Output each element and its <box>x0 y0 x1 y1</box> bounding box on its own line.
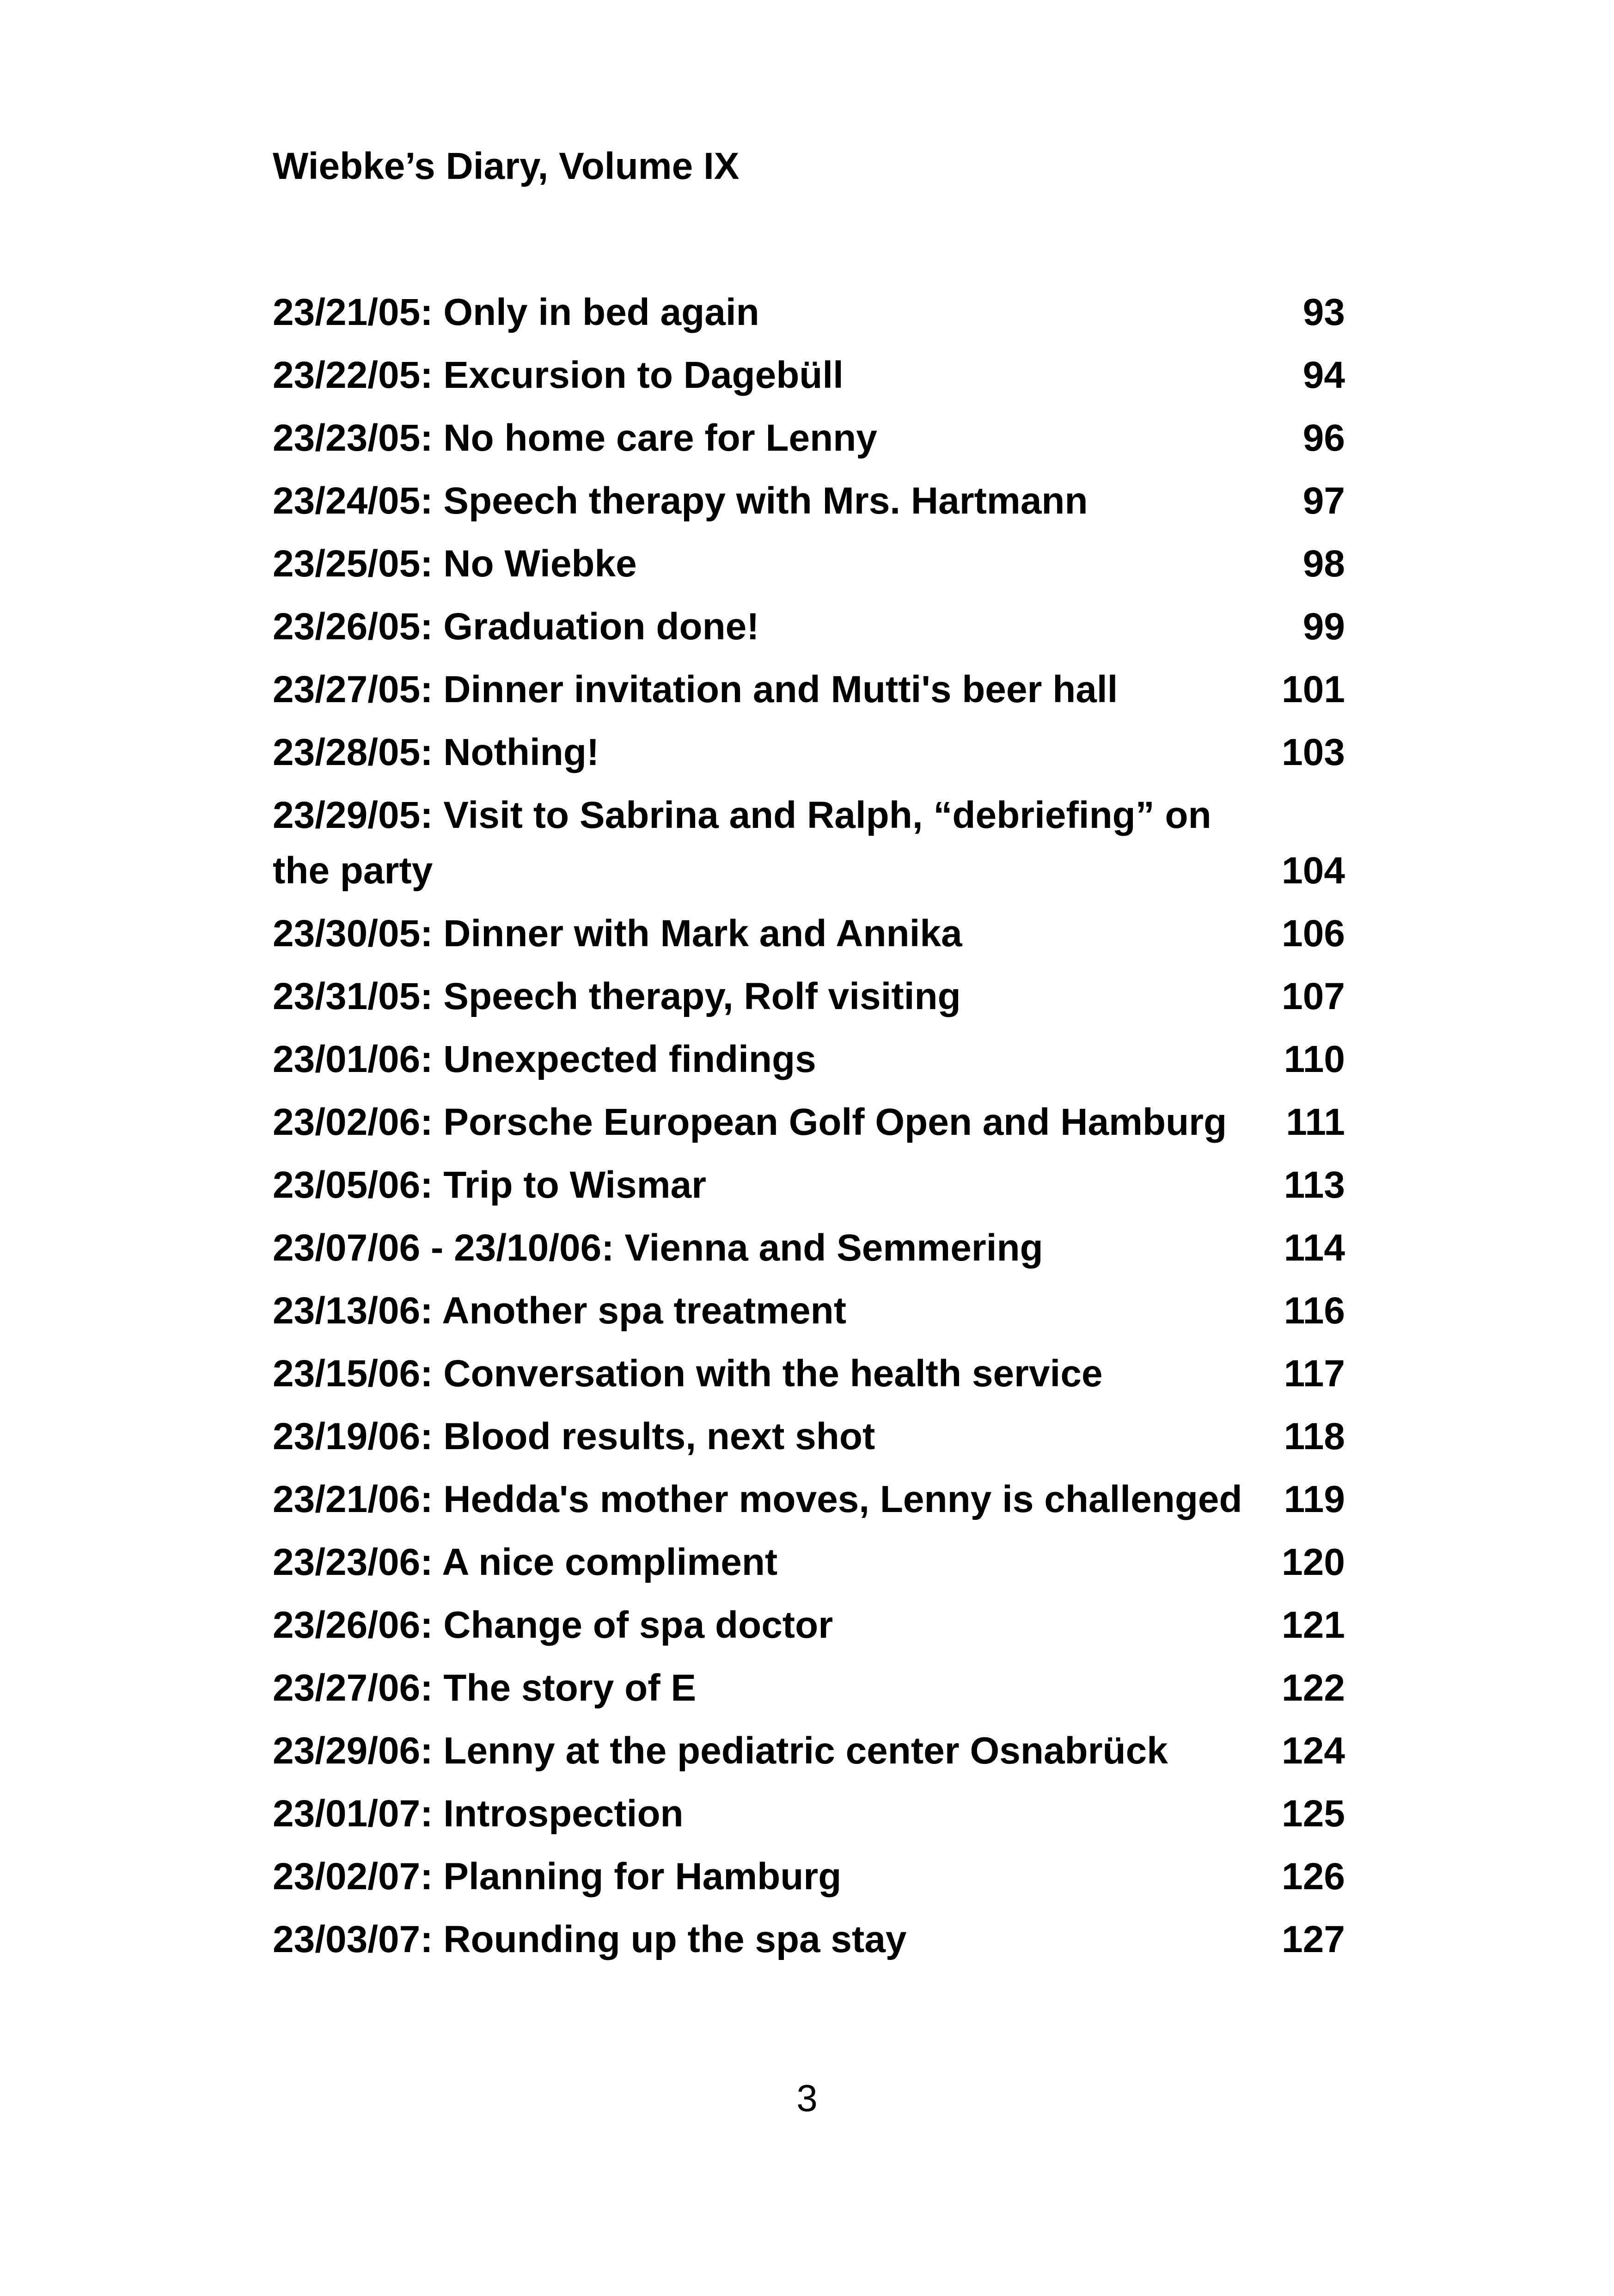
toc-entry-title: 23/01/07: Introspection <box>273 1793 684 1835</box>
toc-entry-page: 125 <box>1282 1793 1345 1835</box>
toc-entry-page: 116 <box>1284 1290 1345 1332</box>
toc-entry <box>273 1024 1345 1087</box>
toc-entry-page: 96 <box>1302 417 1345 459</box>
toc-entry <box>273 466 1345 529</box>
toc-entry-page: 122 <box>1282 1667 1345 1709</box>
toc-entry <box>273 1276 1345 1339</box>
toc-entry <box>273 529 1345 592</box>
toc-entry-title: 23/28/05: Nothing! <box>273 731 599 773</box>
toc-entry <box>273 1527 1345 1590</box>
toc-entry-title: 23/24/05: Speech therapy with Mrs. Hartmann <box>273 480 1088 522</box>
toc-entry-page: 117 <box>1284 1353 1345 1395</box>
toc-entry-title: 23/02/07: Planning for Hamburg <box>273 1855 842 1898</box>
toc-entry-page: 106 <box>1282 912 1345 955</box>
toc-entry-title: 23/30/05: Dinner with Mark and Annika <box>273 912 962 955</box>
toc-entry-title: 23/21/06: Hedda's mother moves, Lenny is challenged <box>273 1478 1242 1520</box>
toc-entry-page: 127 <box>1282 1918 1345 1960</box>
toc-entry <box>273 961 1345 1024</box>
toc-entry <box>273 1842 1345 1904</box>
toc-entry-title: 23/25/05: No Wiebke <box>273 543 637 585</box>
toc-entry-title: 23/22/05: Excursion to Dagebüll <box>273 354 844 396</box>
toc-entry-page: 110 <box>1284 1038 1345 1080</box>
toc-entry-title: 23/07/06 - 23/10/06: Vienna and Semmering <box>273 1227 1043 1269</box>
toc-entry-page: 119 <box>1284 1478 1345 1520</box>
page-number: 3 <box>796 2077 818 2119</box>
toc-entry-page: 126 <box>1282 1855 1345 1898</box>
toc-entry-title: 23/02/06: Porsche European Golf Open and Hamburg <box>273 1101 1227 1143</box>
toc-entry-page: 118 <box>1284 1415 1345 1457</box>
toc-entry <box>273 1402 1345 1464</box>
toc-entry-title: 23/19/06: Blood results, next shot <box>273 1415 875 1457</box>
toc-entry-page: 99 <box>1302 606 1345 648</box>
toc-entry <box>273 592 1345 655</box>
toc-entry-title: 23/29/06: Lenny at the pediatric center Osnabrück <box>273 1730 1168 1772</box>
toc-entry-page: 101 <box>1282 668 1345 710</box>
page-title: Wiebke’s Diary, Volume IX <box>273 145 740 187</box>
toc-entry-page: 93 <box>1302 291 1345 333</box>
toc-entry <box>273 1339 1345 1402</box>
toc-entry-title: 23/15/06: Conversation with the health service <box>273 1353 1103 1395</box>
toc-entry-title: 23/27/05: Dinner invitation and Mutti's beer hall <box>273 668 1118 710</box>
toc-entry-page: 113 <box>1284 1164 1345 1206</box>
toc-entry <box>273 1087 1345 1150</box>
toc-entry-page: 124 <box>1282 1730 1345 1772</box>
toc-entry <box>273 1590 1345 1653</box>
toc-entry <box>273 340 1345 403</box>
toc-entry <box>273 403 1345 466</box>
toc-entry-page: 107 <box>1282 975 1345 1017</box>
toc-entry-title: 23/26/06: Change of spa doctor <box>273 1604 833 1646</box>
toc-entry-title: 23/23/05: No home care for Lenny <box>273 417 877 459</box>
table-of-contents <box>273 277 1345 1967</box>
toc-entry <box>273 1213 1345 1276</box>
toc-entry-title: 23/31/05: Speech therapy, Rolf visiting <box>273 975 961 1017</box>
toc-entry-page: 114 <box>1284 1227 1345 1269</box>
toc-entry-title: 23/21/05: Only in bed again <box>273 291 759 333</box>
toc-entry <box>273 1653 1345 1716</box>
toc-entry-page: 94 <box>1302 354 1345 396</box>
toc-entry <box>273 780 1345 899</box>
toc-entry-page: 121 <box>1282 1604 1345 1646</box>
toc-entry <box>273 1904 1345 1967</box>
toc-entry-page: 98 <box>1302 543 1345 585</box>
toc-entry <box>273 655 1345 717</box>
toc-entry-title: 23/26/05: Graduation done! <box>273 606 759 648</box>
toc-entry <box>273 1464 1345 1527</box>
toc-entry-title: 23/01/06: Unexpected findings <box>273 1038 816 1080</box>
toc-entry <box>273 717 1345 780</box>
toc-entry-page: 111 <box>1286 1101 1345 1143</box>
toc-entry-title: 23/23/06: A nice compliment <box>273 1541 778 1583</box>
toc-entry-title: 23/05/06: Trip to Wismar <box>273 1164 707 1206</box>
toc-entry-page: 104 <box>1282 850 1345 892</box>
toc-entry-title: 23/03/07: Rounding up the spa stay <box>273 1918 907 1960</box>
toc-entry <box>273 1779 1345 1842</box>
toc-entry-page: 97 <box>1302 480 1345 522</box>
toc-entry-title: 23/27/06: The story of E <box>273 1667 697 1709</box>
toc-entry-title: 23/13/06: Another spa treatment <box>273 1290 847 1332</box>
toc-entry <box>273 1150 1345 1213</box>
toc-entry-page: 103 <box>1282 731 1345 773</box>
toc-entry <box>273 1716 1345 1779</box>
toc-entry-page: 120 <box>1282 1541 1345 1583</box>
toc-entry-title: 23/29/05: Visit to Sabrina and Ralph, “debriefing” on the party <box>273 794 1211 892</box>
toc-entry <box>273 277 1345 340</box>
toc-entry <box>273 899 1345 961</box>
